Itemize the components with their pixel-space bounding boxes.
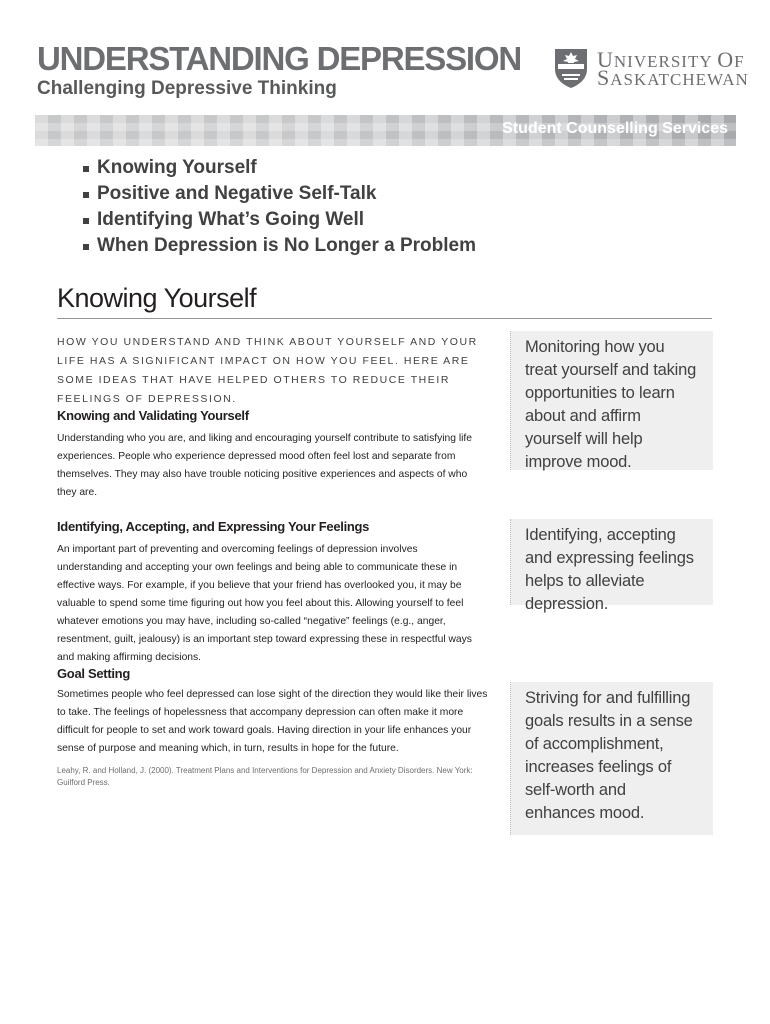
university-name-line1: UNIVERSITY OF — [597, 47, 745, 72]
section-intro: HOW YOU UNDERSTAND AND THINK ABOUT YOURSELF AND YOUR LIFE HAS A SIGNIFICANT IMPACT ON HOW YOU FEEL. HERE ARE SOME IDEAS THAT HAVE HELPED OTHERS TO REDUCE THEIR FEELINGS OF DEPRESSION. — [57, 336, 478, 405]
callout-box: Monitoring how you treat yourself and taking opportunities to learn about and affirm yourself will help improve mood. — [510, 331, 713, 470]
document-title: UNDERSTANDING DEPRESSION — [37, 40, 521, 77]
square-bullet-icon — [83, 218, 89, 224]
callout-box: Striving for and fulfilling goals results in a sense of accomplishment, increases feelings of self-worth and enhances mood. — [510, 682, 713, 835]
topic-item: Knowing Yourself — [80, 155, 476, 181]
header-banner — [35, 115, 736, 146]
subsection-body: Understanding who you are, and liking and encouraging yourself contribute to satisfying life experiences. People who experience depressed mood often feel lost and separate from themselves. They may also have trouble noticing positive experiences and aspects of who they are. — [57, 433, 472, 498]
topic-item: Identifying What’s Going Well — [80, 207, 476, 233]
subsection-body-text: An important part of preventing and overcoming feelings of depression involves understanding and accepting your own feelings and being able to communicate these in effective ways. For example, if you believe that your friend has overlooked you, it may be valuable to spend some time figuring out how you feel about this. Allowing yourself to feel whatever emotions you may have, including so-called “negative” feelings (e.g., anger, resentment, guilt, jealousy) is an important step toward expressing these in respectful ways and making affirming decisions. — [57, 544, 472, 663]
topic-list — [80, 155, 476, 259]
section-divider — [57, 318, 712, 319]
subsection-heading: Identifying, Accepting, and Expressing Your Feelings — [57, 519, 370, 534]
subsection-body — [57, 541, 475, 667]
university-shield-icon — [553, 47, 589, 89]
subsection-heading: Goal Setting — [57, 666, 130, 681]
topic-item: When Depression is No Longer a Problem — [80, 233, 476, 259]
subsection-body: Sometimes people who feel depressed can lose sight of the direction they would like their lives to take. The feelings of hopelessness that accompany depression can often make it more difficult for people to set and work toward goals. Having direction in your life enhances your sense of purpose and meaning which, in turn, results in hope for the future. — [57, 689, 488, 754]
square-bullet-icon — [83, 166, 89, 172]
callout-box: Identifying, accepting and expressing feelings helps to alleviate depression. — [510, 519, 713, 605]
reference-citation: Leahy, R. and Holland, J. (2000). Treatment Plans and Interventions for Depression and Anxiety Disorders. New York: Guilford Press. — [57, 766, 473, 787]
banner-label: Student Counselling Services — [502, 120, 728, 137]
document-subtitle: Challenging Depressive Thinking — [37, 78, 337, 99]
square-bullet-icon — [83, 192, 89, 198]
university-name-line2: SASKATCHEWAN — [597, 65, 749, 90]
topic-item: Positive and Negative Self-Talk — [80, 181, 476, 207]
square-bullet-icon — [83, 244, 89, 250]
section-title: Knowing Yourself — [57, 283, 257, 313]
subsection-heading: Knowing and Validating Yourself — [57, 408, 249, 423]
